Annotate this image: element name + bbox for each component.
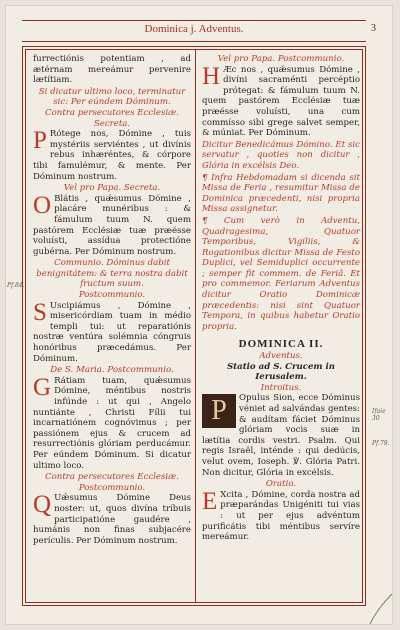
rubric: Contra persecutores Ecclesiæ. [45, 107, 179, 118]
margin-note: Pf.79. [372, 440, 390, 447]
introit-paragraph [202, 393, 360, 478]
prayer-paragraph [202, 62, 360, 139]
prayer-text: Opulus Sion, ecce Dóminus véniet ad salvándas gentes: & audítam fáciet Dóminus glóriam vocis suæ in lætítia cordis vestri. Psalm. Qui regis Israël, inténde : qui dedúcis, velut ovem, Ioseph. ℣. Glória Patri. Non dicitur, Glória in excélsis. [202, 393, 360, 478]
drop-cap: Q [33, 491, 52, 519]
rubric: Contra persecutores Ecclesiæ. [45, 472, 179, 483]
text-frame-inner [25, 49, 363, 603]
rubric-paragraph: Dicitur Benedicámus Dómino. Et sic servatur , quoties non dicitur , Glória in excélsis Deo. [202, 139, 360, 171]
rubric: Adventus. [259, 351, 303, 362]
rubric: Oratio. [265, 479, 297, 490]
header-title: Dominica j. Adventus. [144, 23, 244, 35]
prayer-text: Æc nos , quǽsumus Dómine , divíni sacraménti percéptio prótegat: & fámulum tuum N. quem pastórem Ecclésiæ tuæ præésse voluísti, una cum commísso sibi grege salvet semper, & múniat. Per Dóminum. [202, 64, 360, 139]
drop-cap: H [202, 62, 221, 90]
book-page [6, 6, 392, 624]
rubric: Si dicatur ultimo loco, terminatur sic: Per eúndem Dóminum. [38, 86, 186, 108]
drop-cap: S [33, 298, 47, 326]
prayer-paragraph [202, 487, 360, 543]
drop-cap: G [33, 373, 52, 401]
prayer-paragraph [33, 191, 191, 258]
prayer-paragraph [33, 373, 191, 471]
drop-cap: P [33, 127, 47, 155]
margin-note: Pf.84. [7, 282, 25, 289]
prayer-paragraph [33, 298, 191, 365]
rubric: Postcommunio. [78, 482, 146, 493]
prayer-text: Uǽsumus Dómine Deus noster: ut, quos divína tríbuis participatióne gaudére , humánis non finas subjacére perículis. Per Dóminum nostrum. [33, 493, 191, 546]
drop-cap: O [33, 191, 52, 219]
rubric: Vel pro Papa. Postcommunio. [217, 54, 345, 64]
right-column [202, 54, 360, 544]
rubric: Vel pro Papa. Secreta. [63, 183, 161, 194]
page-number: 3 [371, 23, 376, 34]
rubric: Postcommunio. [78, 290, 146, 301]
rubric: Introitus. [260, 382, 302, 393]
ornate-initial-letter: P [211, 395, 227, 427]
sunday-title: DOMINICA II. [238, 338, 324, 351]
text-frame [22, 46, 366, 606]
prayer-text: Xcita , Dómine, corda nostra ad præparándas Unigéniti tui vias : ut per ejus advéntum purificátis tibi méntibus servíre mereámur. [202, 489, 360, 543]
column-divider [195, 50, 196, 602]
prayer-text: Blátis , quǽsumus Dómine , placáre munéribus : & fámulum tuum N. quem pastórem Ecclésiæ tuæ præésse voluísti, assídua protectióne gubérna. Per Dóminum nostrum. [33, 193, 191, 257]
statio-line: Statio ad S. Crucem in Ierusalem. [226, 361, 336, 383]
prayer-text: Rátiam tuam, quǽsumus Dómine, méntibus nostris infúnde : ut qui , Angelo nuntiánte , Christi Fílii tui incarnatiónem cognóvimus ; per passiónem ejus & crucem ad resurrectiónis glóriam perducámur. Per eúndem Dóminum. Si dicatur ultimo loco. [33, 375, 191, 471]
prayer-paragraph [33, 493, 191, 546]
rubric: De S. Maria. Postcommunio. [50, 365, 174, 376]
drop-cap: E [202, 487, 218, 515]
rubric: Communio. Dóminus dabit benignitátem: & terra nostra dabit fructum suum. [36, 258, 188, 290]
page-curl-icon [364, 594, 392, 624]
running-header [22, 20, 376, 42]
prayer-text: furrectiónis potentiam , ad ætérnam mereámur pervenire lætítiam. [33, 54, 191, 86]
prayer-paragraph [33, 129, 191, 182]
prayer-text: Rótege nos, Dómine , tuis mystériis serviéntes , ut divínis rebus inhæréntes, & córpore tibi famulémur, & mente. Per Dóminum nostrum. [33, 129, 191, 182]
prayer-text: Uscipiámus , Dómine , misericórdiam tuam in médio templi tui: ut reparatiónis nostræ ventúra solémnia cóngruis honóribus præcedámus. Per Dóminum. [33, 300, 191, 364]
ornate-initial [202, 394, 236, 428]
rubric-paragraph: ¶ Infra Hebdomadam si dicenda sit Missa de Feria , resumitur Missa de Dominica præcedenti, nisi propria Missa assignetur. [202, 172, 360, 215]
left-column [33, 54, 191, 547]
rubric: Secreta. [93, 118, 131, 129]
rubric-paragraph: ¶ Cum verò in Adventu, Quadragesima, Quatuor Temporibus, Vigiliis, & Rogationibus dicitur Missa de Festo Duplici, vel Semiduplici occurrente ; semper fit commem. de Feriâ. Et pro commemor. Feriarum Adventus dicitur Oratio Dominicæ præcedentis: nisi sint Quatuor Tempora, in quibus habetur Oratio propria. [202, 215, 360, 332]
margin-note: Ifaie 30 [372, 408, 386, 422]
